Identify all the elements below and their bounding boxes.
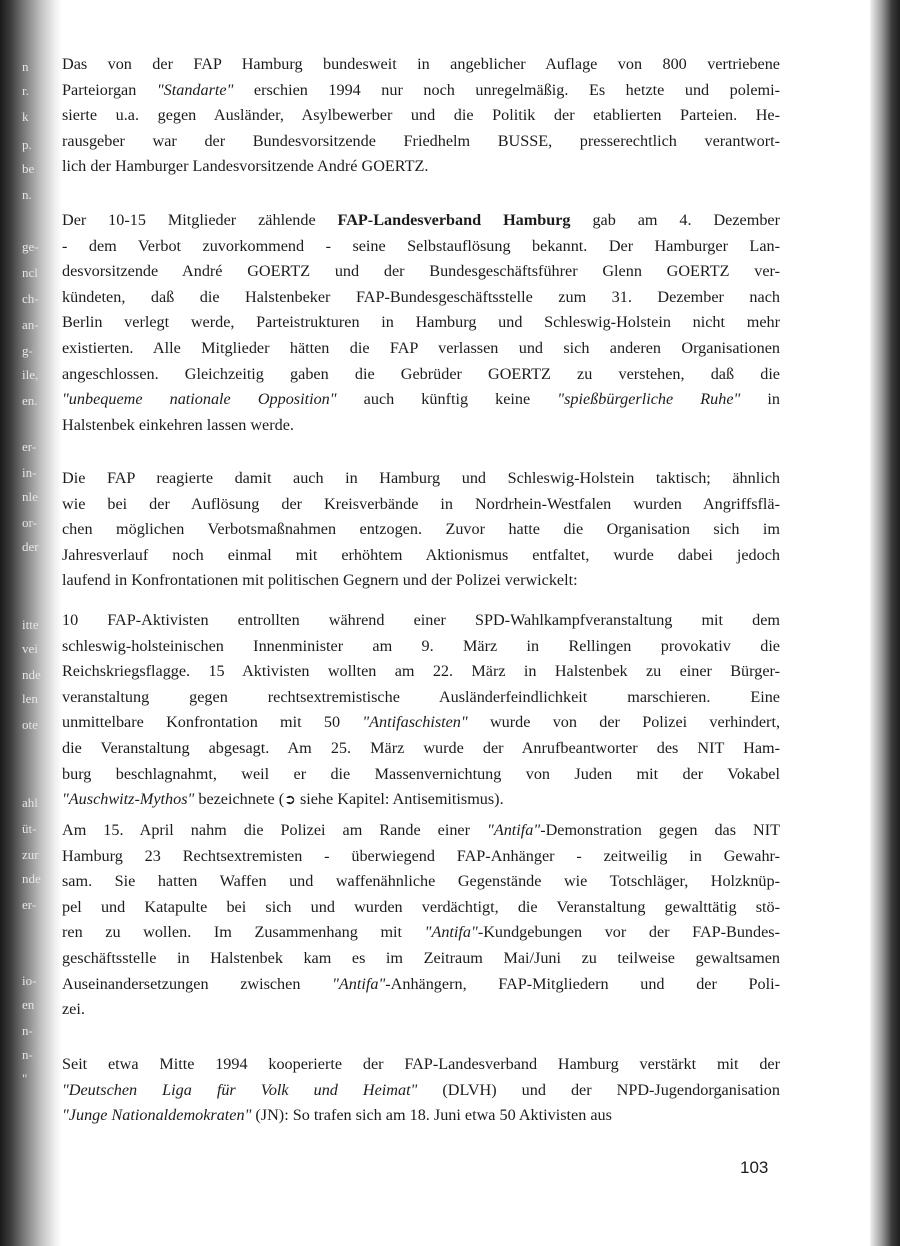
margin-fragment: en. (22, 393, 38, 408)
text-line (62, 466, 780, 492)
text-line (62, 920, 780, 946)
italic-quote: "unbequeme nationale Opposition" (62, 390, 337, 409)
text-line (62, 659, 780, 685)
text-line (62, 608, 780, 634)
text-run: schleswig-holsteinischen Innenminister am 9. März in Rellingen provokativ die (62, 636, 780, 655)
margin-fragment: er- (22, 897, 37, 912)
text-run: existierten. Alle Mitglieder hätten die FAP verlassen und sich anderen Organisationen (62, 338, 780, 357)
text-run: angeschlossen. Gleichzeitig gaben die Gebrüder GOERTZ zu verstehen, daß die (62, 364, 780, 383)
italic-quote: "Deutschen Liga für Volk und Heimat" (62, 1080, 418, 1099)
text-run: die Veranstaltung abgesagt. Am 25. März wurde der Anrufbeantworter des NIT Ham- (62, 738, 780, 757)
text-run: Das von der FAP Hamburg bundesweit in angeblicher Auflage von 800 vertriebene (62, 55, 780, 73)
text-run: rausgeber war der Bundesvorsitzende Friedhelm BUSSE, presserechtlich verantwort- (62, 131, 780, 150)
text-line (62, 946, 780, 972)
margin-fragment: g- (22, 343, 33, 358)
text-run: Parteiorgan (62, 80, 157, 99)
italic-quote: "Antifa" (332, 974, 386, 993)
page-edge-shadow (870, 0, 900, 1246)
text-run: bezeichnete ( (194, 790, 285, 809)
paragraph (62, 52, 780, 180)
text-line (62, 1052, 780, 1078)
text-run: in (740, 390, 781, 409)
margin-fragment: vei (22, 641, 38, 656)
text-line (62, 736, 780, 762)
text-line (62, 685, 780, 711)
previous-page-margin-fragments (0, 0, 44, 1246)
text-line (62, 997, 780, 1023)
text-line (62, 78, 780, 104)
text-run: Jahresverlauf noch einmal mit erhöhtem Aktionismus entfaltet, wurde dabei jedoch (62, 545, 780, 564)
text-run: gab am 4. Dezember (570, 211, 780, 229)
text-line (62, 208, 780, 234)
text-line (62, 895, 780, 921)
text-line (62, 869, 780, 895)
text-run: siehe Kapitel: Antisemitismus). (295, 790, 504, 809)
paragraph (62, 1052, 780, 1129)
text-line (62, 285, 780, 311)
text-line (62, 492, 780, 518)
text-line (62, 818, 780, 844)
text-run: sierte u.a. gegen Ausländer, Asylbewerber und die Politik der etablierten Parteien. He- (62, 106, 780, 125)
text-run: unmittelbare Konfrontation mit 50 (62, 713, 363, 732)
text-line (62, 259, 780, 285)
text-line (62, 787, 780, 814)
text-run: -Kundgebungen vor der FAP-Bundes- (477, 923, 780, 942)
margin-fragment: n. (22, 187, 32, 202)
text-line (62, 543, 780, 569)
margin-fragment: ile, (22, 367, 39, 382)
text-line (62, 129, 780, 155)
text-run: (JN): So trafen sich am 18. Juni etwa 50 Aktivisten aus (251, 1106, 612, 1125)
margin-fragment: nde (22, 871, 41, 886)
italic-quote: "Antifa" (487, 821, 541, 839)
margin-fragment: io- (22, 973, 37, 988)
text-run: lich der Hamburger Landesvorsitzende André GOERTZ. (62, 157, 429, 176)
margin-fragment: ahl (22, 795, 38, 810)
italic-quote: "Antifa" (424, 923, 478, 942)
text-run: erschien 1994 nur noch unregelmäßig. Es hetzte und polemi- (233, 80, 781, 99)
text-line (62, 634, 780, 660)
margin-fragment: be (22, 161, 35, 176)
margin-fragment: er- (22, 439, 37, 454)
text-run: laufend in Konfrontationen mit politischen Gegnern und der Polizei verwickelt: (62, 571, 578, 590)
page-number: 103 (740, 1158, 769, 1177)
margin-fragment: zur (22, 847, 39, 862)
text-run: Der 10-15 Mitglieder zählende (62, 211, 338, 229)
margin-fragment: ch- (22, 291, 39, 306)
bold-term: FAP-Landesverband Hamburg (337, 211, 571, 229)
text-run: ren zu wollen. Im Zusammenhang mit (62, 923, 425, 942)
italic-quote: "Antifaschisten" (362, 713, 468, 732)
paragraph (62, 208, 780, 438)
text-line (62, 972, 780, 998)
margin-fragment: len (22, 691, 38, 706)
italic-quote: "Standarte" (156, 80, 234, 99)
text-run: wie bei der Auflösung der Kreisverbände in Nordrhein-Westfalen wurden Angriffsflä- (62, 494, 780, 513)
italic-quote: "Auschwitz-Mythos" (62, 790, 195, 809)
text-line (62, 154, 780, 180)
margin-fragment: üt- (22, 821, 37, 836)
text-line (62, 52, 780, 78)
text-run: -Anhängern, FAP-Mitgliedern und der Poli- (385, 974, 780, 993)
text-line (62, 844, 780, 870)
text-run: Die FAP reagierte damit auch in Hamburg und Schleswig-Holstein taktisch; ähnlich (62, 469, 780, 487)
margin-fragment: or- (22, 515, 37, 530)
paragraph (62, 466, 780, 594)
margin-fragment: p. (22, 137, 32, 152)
margin-fragment: " (22, 1071, 28, 1086)
text-run: burg beschlagnahmt, weil er die Massenvernichtung von Juden mit der Vokabel (62, 764, 780, 783)
margin-fragment: ge- (22, 239, 39, 254)
text-run: Hamburg 23 Rechtsextremisten - überwiegend FAP-Anhänger - zeitweilig in Gewahr- (62, 846, 780, 865)
text-run: desvorsitzende André GOERTZ und der Bundesgeschäftsführer Glenn GOERTZ ver- (62, 262, 780, 281)
text-run: veranstaltung gegen rechtsextremistische Ausländerfeindlichkeit marschieren. Eine (62, 687, 780, 706)
italic-quote: "Junge Nationaldemokraten" (62, 1106, 252, 1125)
text-run: Berlin verlegt werde, Parteistrukturen in Hamburg und Schleswig-Holstein nicht mehr (62, 313, 780, 332)
margin-fragment: an- (22, 317, 39, 332)
text-run: Reichskriegsflagge. 15 Aktivisten wollten am 22. März in Halstenbek zu einer Bürger- (62, 662, 780, 681)
text-run: Halstenbek einkehren lassen werde. (62, 415, 294, 434)
text-run: -Demonstration gegen das NIT (540, 821, 780, 839)
margin-fragment: itte (22, 617, 39, 632)
text-run: Am 15. April nahm die Polizei am Rande einer (62, 821, 488, 839)
text-line (62, 1103, 780, 1129)
text-run: (DLVH) und der NPD-Jugendorganisation (417, 1080, 780, 1099)
text-run: 10 FAP-Aktivisten entrollten während einer SPD-Wahlkampfveranstaltung mit dem (62, 611, 780, 629)
text-line (62, 103, 780, 129)
text-line (62, 568, 780, 594)
cross-reference-arrow-icon: ➲ (284, 792, 296, 809)
text-run: auch künftig keine (336, 390, 558, 409)
margin-fragment: der (22, 539, 39, 554)
margin-fragment: ncl (22, 265, 38, 280)
margin-fragment: k (22, 109, 29, 124)
paragraph (62, 818, 780, 1023)
margin-fragment: n (22, 59, 29, 74)
text-line (62, 710, 780, 736)
text-line (62, 517, 780, 543)
margin-fragment: nle (22, 489, 38, 504)
margin-fragment: ote (22, 717, 38, 732)
margin-fragment: en (22, 997, 35, 1012)
paragraph (62, 608, 780, 814)
italic-quote: "spießbürgerliche Ruhe" (557, 390, 741, 409)
margin-fragment: nde (22, 667, 41, 682)
text-run: sam. Sie hatten Waffen und waffenähnliche Gegenstände wie Totschläger, Holzknüp- (62, 872, 780, 891)
text-run: wurde von der Polizei verhindert, (467, 713, 780, 732)
text-line (62, 1078, 780, 1104)
text-line (62, 362, 780, 388)
text-run: Auseinandersetzungen zwischen (62, 974, 333, 993)
text-run: Seit etwa Mitte 1994 kooperierte der FAP-Landesverband Hamburg verstärkt mit der (62, 1055, 780, 1073)
text-run: kündeten, daß die Halstenbeker FAP-Bundesgeschäftsstelle zum 31. Dezember nach (62, 287, 780, 306)
text-line (62, 234, 780, 260)
text-line (62, 413, 780, 439)
text-run: - dem Verbot zuvorkommend - seine Selbstauflösung bekannt. Der Hamburger Lan- (62, 236, 780, 255)
text-line (62, 310, 780, 336)
text-run: geschäftsstelle in Halstenbek kam es im Zeitraum Mai/Juni zu teilweise gewaltsamen (62, 948, 780, 967)
text-line (62, 336, 780, 362)
text-run: chen möglichen Verbotsmaßnahmen entzogen. Zuvor hatte die Organisation sich im (62, 520, 780, 539)
text-line (62, 762, 780, 788)
margin-fragment: r. (22, 83, 29, 98)
text-run: pel und Katapulte bei sich und wurden verdächtigt, die Veranstaltung gewalttätig stö- (62, 897, 780, 916)
margin-fragment: in- (22, 465, 37, 480)
text-run: zei. (62, 1000, 85, 1019)
margin-fragment: n- (22, 1023, 33, 1038)
margin-fragment: n- (22, 1047, 33, 1062)
text-line (62, 387, 780, 413)
